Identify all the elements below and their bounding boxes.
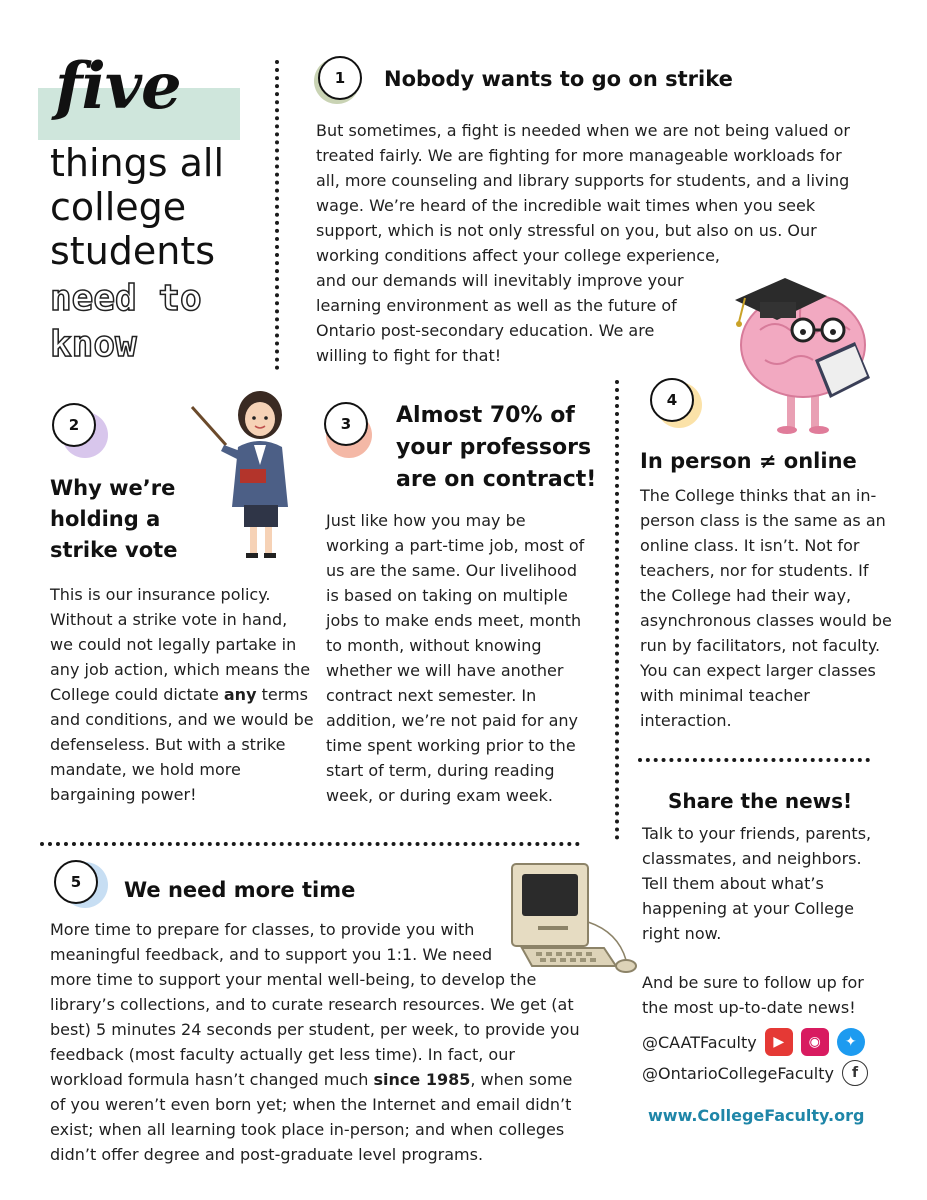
section-4-body: The College thinks that an in-person class is the same as an online class. It isn’t. Not for teachers, nor for students. If the College had their way, asynchronous classes would be run by facilitators, not faculty. You can expect larger classes with minimal teacher interaction. xyxy=(640,486,892,730)
horizontal-divider-bottom xyxy=(40,842,580,846)
facebook-icon[interactable]: f xyxy=(842,1060,868,1086)
instagram-icon[interactable]: ◉ xyxy=(801,1028,829,1056)
section-2-body-text-end: terms and conditions, and we would be defenseless. But with a strike mandate, we hold more bargaining power! xyxy=(50,685,314,804)
number-5-badge: 5 xyxy=(54,860,98,904)
handle-caatfaculty[interactable]: @CAATFaculty xyxy=(642,1032,757,1052)
title-line-2: college xyxy=(50,185,187,229)
section-1-line: Ontario post-secondary education. We are xyxy=(316,321,655,340)
section-2-body xyxy=(50,582,315,807)
title-line-1: things all xyxy=(50,141,225,185)
section-5-body-emphasis: since 1985 xyxy=(373,1070,471,1089)
title-line-3: students xyxy=(50,229,216,273)
section-1-line: learning environment as well as the future of xyxy=(316,296,677,315)
section-3-heading-line: your professors xyxy=(396,435,592,460)
section-5-heading: We need more time xyxy=(124,878,356,902)
section-2-body-text: This is our insurance policy. Without a strike vote in hand, we could not legally partake in any job action, which means the College could dictate xyxy=(50,585,311,704)
section-2-heading xyxy=(50,473,177,566)
teacher-illustration xyxy=(188,385,298,565)
section-1-line: all, more counseling and library supports for students, and a living xyxy=(316,171,850,190)
section-2-body-emphasis: any xyxy=(223,685,257,704)
section-2-heading-line: strike vote xyxy=(50,538,178,562)
title-line-5: know xyxy=(50,324,137,365)
section-3-heading xyxy=(396,400,596,496)
section-1-line: wage. We’re heard of the incredible wait times when you seek xyxy=(316,196,816,215)
social-row-1 xyxy=(642,1028,865,1056)
share-heading: Share the news! xyxy=(668,789,853,813)
title-line-4: need to xyxy=(50,278,202,319)
section-1-line: willing to fight for that! xyxy=(316,346,502,365)
section-1-line: treated fairly. We are fighting for more manageable workloads for xyxy=(316,146,842,165)
vertical-divider-right xyxy=(615,380,619,840)
website-link[interactable]: www.CollegeFaculty.org xyxy=(648,1106,865,1125)
number-2-badge: 2 xyxy=(52,403,96,447)
section-5-line: meaningful feedback, and to support you 1:1. We need xyxy=(50,945,493,964)
brain-graduate-illustration xyxy=(715,250,890,435)
section-3-heading-line: Almost 70% of xyxy=(396,403,575,428)
share-paragraph-2: And be sure to follow up for the most up-to-date news! xyxy=(642,973,864,1017)
handle-ontariocollegefaculty[interactable]: @OntarioCollegeFaculty xyxy=(642,1063,834,1083)
section-5-body-text: more time to support your mental well-being, to develop the library’s collections, and to curate research resources. We get (at best) 5 minutes 24 seconds per student, per week, to provide you feedback (most faculty actually get less time). In fact, our workload formula hasn’t changed much xyxy=(50,970,580,1089)
section-3-heading-line: are on contract! xyxy=(396,467,597,492)
computer-illustration xyxy=(508,862,640,978)
section-1-line: working conditions affect your college experience, xyxy=(316,246,721,265)
twitter-icon[interactable]: ✦ xyxy=(837,1028,865,1056)
vertical-divider-top xyxy=(275,60,279,370)
section-2-heading-line: holding a xyxy=(50,507,161,531)
section-1-line: support, which is not only stressful on you, but also on us. Our xyxy=(316,221,817,240)
section-3-body: Just like how you may be working a part-time job, most of us are the same. Our livelihood is based on taking on multiple jobs to make ends meet, month to month, without knowing whether we will have another contract next semester. In addition, we’re not paid for any time spent working prior to the start of term, during reading week, or during exam week. xyxy=(326,511,585,805)
horizontal-divider-share xyxy=(638,758,870,762)
section-1-heading: Nobody wants to go on strike xyxy=(384,67,733,91)
section-5-body-text-end: , when some of you weren’t even born yet; when the Internet and email didn’t exist; when all learning took place in-person; and when colleges didn’t offer degree and post-graduate level programs. xyxy=(50,1070,573,1164)
title-five: five xyxy=(55,49,181,124)
number-1-badge: 1 xyxy=(318,56,362,100)
share-paragraph-1: Talk to your friends, parents, classmates, and neighbors. Tell them about what’s happening at your College right now. xyxy=(642,824,872,943)
social-row-2 xyxy=(642,1060,868,1086)
number-3-badge: 3 xyxy=(324,402,368,446)
number-4-badge: 4 xyxy=(650,378,694,422)
section-1-line: and our demands will inevitably improve your xyxy=(316,271,684,290)
section-5-line: More time to prepare for classes, to provide you with xyxy=(50,920,475,939)
youtube-icon[interactable]: ▶ xyxy=(765,1028,793,1056)
section-4-heading: In person ≠ online xyxy=(640,449,857,473)
section-2-heading-line: Why we’re xyxy=(50,476,176,500)
section-1-line: But sometimes, a fight is needed when we are not being valued or xyxy=(316,121,850,140)
